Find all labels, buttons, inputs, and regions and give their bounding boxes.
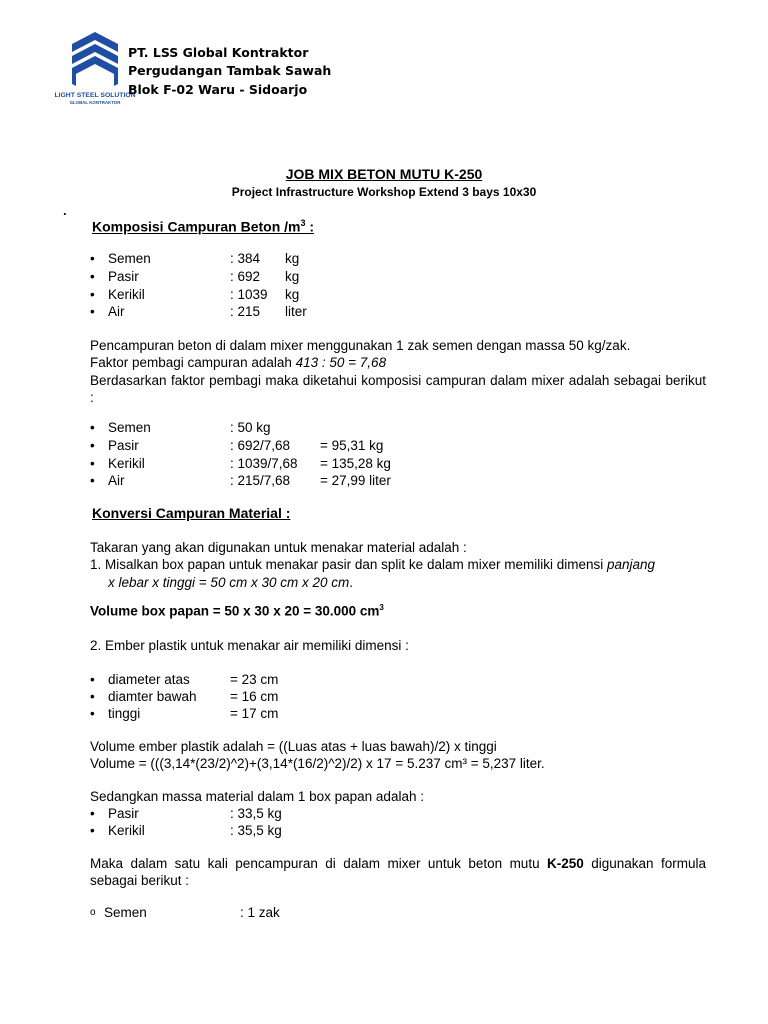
volume-box-formula: Volume box papan = 50 x 30 x 20 = 30.000 $cm^3$ (90, 603, 384, 619)
list-item: • Pasir : 33,5 kg (90, 806, 282, 821)
paragraph-measuring: Takaran yang akan digunakan untuk menakar material adalah : 1. Misalkan box papan untuk menakar pasir dan split ke dalam mixer memiliki dimensi panjang x lebar x tinggi = 50 cm x 30 cm x 20 cm. (90, 540, 656, 590)
stray-bullet: . (63, 203, 67, 218)
list-item: • tinggi = 17 cm (90, 706, 279, 721)
company-info (128, 44, 331, 99)
document-subtitle: Project Infrastructure Workshop Extend 3 bays 10x30 (231, 185, 537, 199)
company-name: PT. LSS Global Kontraktor (128, 45, 309, 60)
document-title: JOB MIX BETON MUTU K-250 (285, 166, 483, 182)
paragraph-mixing: Pencampuran beton di dalam mixer menggunakan 1 zak semen dengan massa 50 kg/zak. Faktor pembagi campuran adalah 413 : 50 = 7,68 Berdasarkan faktor pembagi maka diketahui komposisi campuran dalam mixer adalah sebagai berikut : (90, 338, 706, 405)
list-item: • Kerikil : 1039/7,68 = 135,28 kg (90, 456, 391, 471)
list-item: • Kerikil : 35,5 kg (90, 823, 282, 838)
list-item: • Semen : 384 kg (90, 251, 300, 266)
paragraph-formula: Maka dalam satu kali pencampuran di dalam mixer untuk beton mutu K-250 digunakan formula sebagai berikut : (90, 856, 706, 889)
paragraph-mass: Sedangkan massa material dalam 1 box papan adalah : (90, 789, 424, 804)
list-item: • Pasir : 692 kg (90, 269, 300, 284)
list-item: • Semen : 50 kg (90, 420, 271, 435)
address-line-1: Pergudangan Tambak Sawah (128, 63, 332, 79)
list-item: • Air : 215/7,68 = 27,99 liter (90, 473, 391, 488)
paragraph-volume: Volume ember plastik adalah = ((Luas atas + luas bawah)/2) x tinggi Volume = (((3,14*(23/2)^2)+(3,14*(16/2)^2)/2) x 17 = 5.237 cm³ = 5,237 liter. (90, 739, 545, 772)
company-logo (54, 30, 136, 108)
list-item: • Pasir : 692/7,68 = 95,31 kg (90, 438, 384, 453)
list-item: • Air : 215 liter (90, 304, 307, 319)
logo-text: LIGHT STEEL SOLUTION (54, 92, 136, 99)
section-conversion-heading: Konversi Campuran Material : (92, 505, 291, 521)
paragraph-bucket: 2. Ember plastik untuk menakar air memiliki dimensi : (90, 638, 409, 653)
list-item: • diamter bawah = 16 cm (90, 689, 279, 704)
logo-subtext: GLOBAL KONTRAKTOR (69, 100, 121, 105)
list-item: • diameter atas = 23 cm (90, 672, 279, 687)
section-composition-heading: Komposisi Campuran Beton $/m^3$ : (92, 218, 315, 235)
address-line-2: Blok F-02 Waru - Sidoarjo (128, 81, 308, 97)
list-item: o Semen : 1 zak (90, 905, 280, 920)
list-item: • Kerikil : 1039 kg (90, 287, 300, 302)
